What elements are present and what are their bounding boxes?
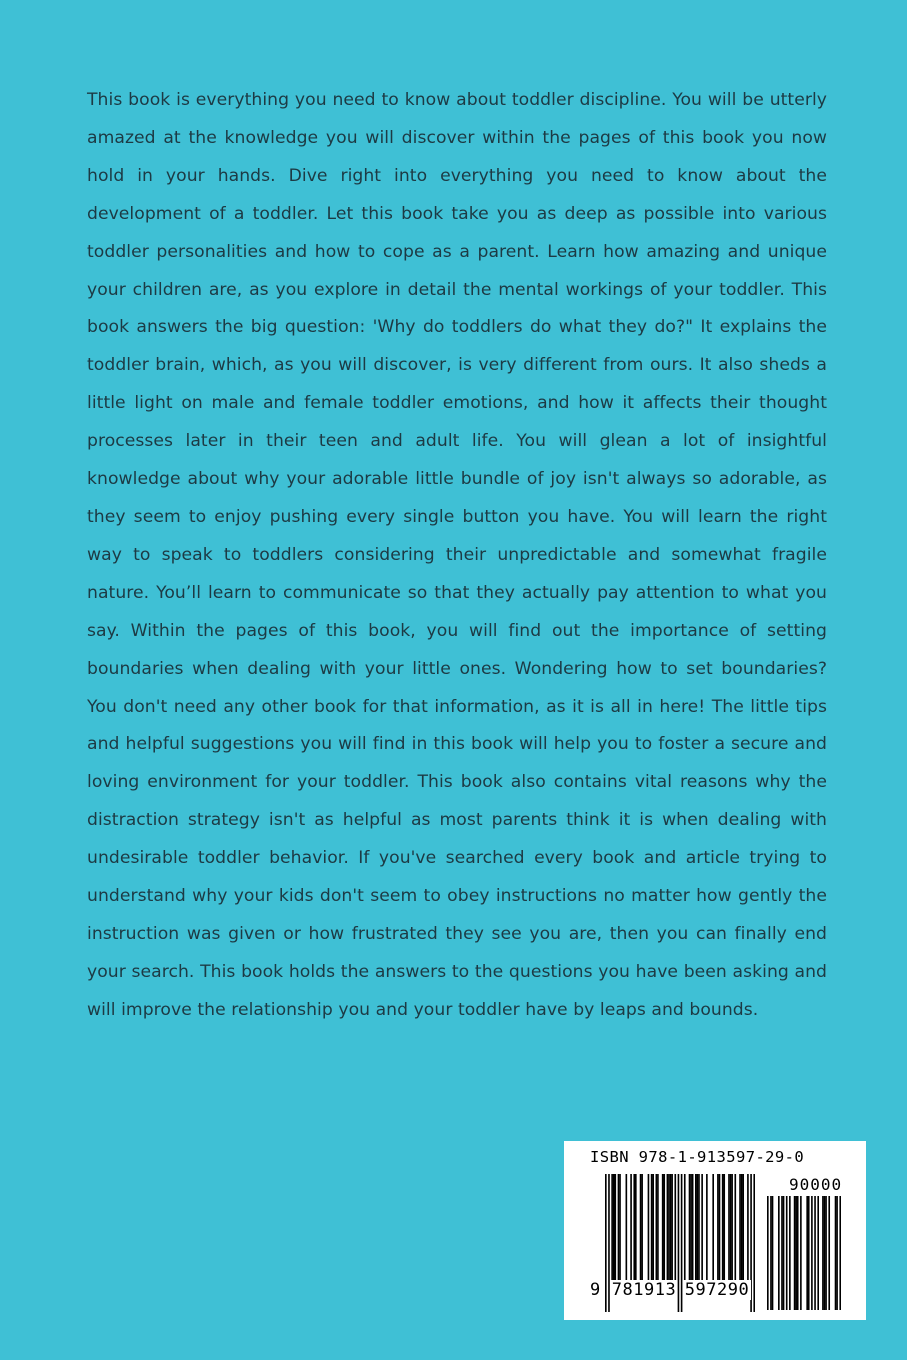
addon-barcode-bar	[806, 1196, 808, 1310]
price-addon-barcode-bars	[767, 1196, 841, 1310]
back-cover-blurb: This book is everything you need to know about toddler discipline. You will be utterly amazed at the knowledge you will discover within the pages of this book you now hold in your hands. Dive right into everything you need to know about the development of a toddler. Let this book take you as deep as possible into various toddler personalities and how to cope as a parent. Learn how amazing and unique your children are, as you explore in detail the mental workings of your toddler. This book answers the big question: 'Why do toddlers do what they do?" It explains the toddler brain, which, as you will discover, is very different from ours. It also sheds a little light on male and female toddler emotions, and how it affects their thought processes later in their teen and adult life. You will glean a lot of insightful knowledge about why your adorable little bundle of joy isn't always so adorable, as they seem to enjoy pushing every single button you have. You will learn the right way to speak to toddlers considering their unpredictable and somewhat fragile nature. You’ll learn to communicate so that they actually pay attention to what you say. Within the pages of this book, you will find out the importance of setting boundaries when dealing with your little ones. Wondering how to set boundaries? You don't need any other book for that information, as it is all in here! The little tips and helpful suggestions you will find in this book will help you to foster a secure and loving environment for your toddler. This book also contains vital reasons why the distraction strategy isn't as helpful as most parents think it is when dealing with undesirable toddler behavior. If you've searched every book and article trying to understand why your kids don't seem to obey instructions no matter how gently the instruction was given or how frustrated they see you are, then you can finally end your search. This book holds the answers to the questions you have been asking and will improve the relationship you and your toddler have by leaps and bounds.	[87, 90, 827, 1020]
addon-barcode-bar	[839, 1196, 841, 1310]
addon-barcode-bar	[778, 1196, 780, 1310]
addon-barcode-bar	[811, 1196, 813, 1310]
addon-barcode-bar	[772, 1196, 774, 1310]
barcode-bar	[753, 1174, 755, 1312]
addon-barcode-bar	[822, 1196, 824, 1310]
isbn-barcode-panel	[564, 1141, 866, 1320]
barcode-bar	[605, 1174, 607, 1312]
ean-left-digits: 781913	[611, 1280, 677, 1300]
addon-barcode-bar	[770, 1196, 772, 1310]
addon-barcode-bar	[814, 1196, 816, 1310]
price-code-label: 90000	[789, 1175, 843, 1194]
addon-barcode-bar	[824, 1196, 826, 1310]
addon-barcode-bar	[817, 1196, 819, 1310]
ean-first-digit: 9	[590, 1280, 601, 1300]
addon-barcode-bar	[795, 1196, 797, 1310]
isbn-label: ISBN 978-1-913597-29-0	[590, 1148, 805, 1166]
addon-barcode-bar	[789, 1196, 791, 1310]
addon-barcode-bar	[786, 1196, 788, 1310]
addon-barcode-bar	[800, 1196, 802, 1310]
addon-barcode-bar	[794, 1196, 796, 1310]
addon-barcode-bar	[781, 1196, 783, 1310]
addon-barcode-bar	[836, 1196, 838, 1310]
addon-barcode-bar	[835, 1196, 837, 1310]
addon-barcode-bar	[825, 1196, 827, 1310]
addon-barcode-bar	[808, 1196, 810, 1310]
addon-barcode-bar	[767, 1196, 769, 1310]
barcode-bar	[678, 1174, 680, 1312]
barcode-bar	[608, 1174, 610, 1312]
addon-barcode-bar	[797, 1196, 799, 1310]
addon-barcode-bar	[828, 1196, 830, 1310]
ean-right-digits: 597290	[684, 1280, 750, 1300]
addon-barcode-bar	[783, 1196, 785, 1310]
